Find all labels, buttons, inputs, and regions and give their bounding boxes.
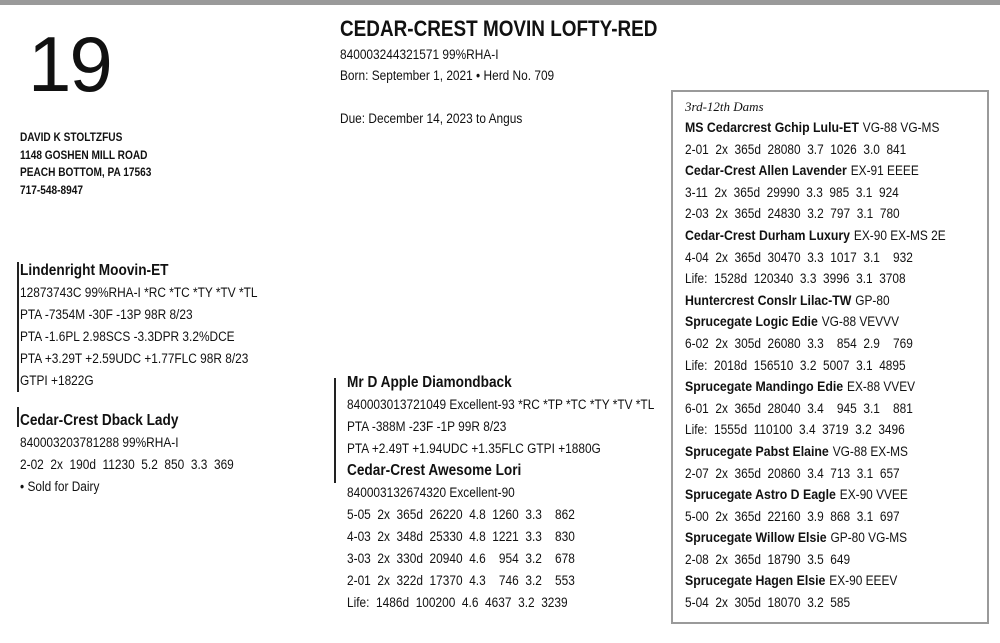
animal-id: 840003244321571 99%RHA-I — [340, 47, 499, 62]
mgs-block — [347, 372, 654, 460]
dam-ancestor-row — [685, 225, 946, 247]
dam-ancestor-row — [685, 484, 946, 506]
granddam-line: 840003132674320 Excellent-90 — [347, 485, 515, 500]
dam-ancestor-record: 2-07 2x 365d 20860 3.4 713 3.1 657 — [685, 465, 900, 481]
dam-ancestor-record: Life: 1555d 110100 3.4 3719 3.2 3496 — [685, 422, 905, 438]
dam-ancestor-record: Life: 2018d 156510 3.2 5007 3.1 4895 — [685, 357, 906, 373]
dam-ancestor-classification: GP-80 — [855, 292, 890, 308]
granddam-line: 4-03 2x 348d 25330 4.8 1221 3.3 830 — [347, 529, 575, 544]
dam-block — [20, 410, 234, 498]
dam-ancestor-row — [685, 311, 946, 333]
dam-ancestor-record: 5-04 2x 305d 18070 3.2 585 — [685, 595, 851, 611]
sire-name: Lindenright Moovin-ET — [20, 262, 169, 279]
granddam-line: 5-05 2x 365d 26220 4.8 1260 3.3 862 — [347, 507, 575, 522]
dam-ancestor-name: Sprucegate Logic Edie — [685, 313, 818, 330]
dam-ancestor-name: Cedar-Crest Durham Luxury — [685, 226, 850, 243]
dam-name: Cedar-Crest Dback Lady — [20, 412, 179, 429]
dam-line: 2-02 2x 190d 11230 5.2 850 3.3 369 — [20, 457, 234, 472]
animal-name: CEDAR-CREST MOVIN LOFTY-RED — [340, 16, 658, 41]
mgs-line: 840003013721049 Excellent-93 *RC *TP *TC *TY *TV *TL — [347, 397, 655, 412]
dam-ancestor-name: Sprucegate Mandingo Edie — [685, 378, 844, 395]
consignor-phone: 717-548-8947 — [20, 184, 84, 197]
dam-ancestor-name: Sprucegate Hagen Elsie — [685, 572, 826, 589]
consignor-name: DAVID K STOLTZFUS — [20, 132, 123, 144]
sire-line: GTPI +1822G — [20, 373, 94, 388]
sire-line: 12873743C 99%RHA-I *RC *TC *TY *TV *TL — [20, 285, 258, 300]
dam-ancestor-name: Sprucegate Pabst Elaine — [685, 442, 829, 459]
dam-ancestor-classification: GP-80 VG-MS — [830, 530, 908, 546]
consignor-address-2: PEACH BOTTOM, PA 17563 — [20, 167, 152, 179]
granddam-line: 2-01 2x 322d 17370 4.3 746 3.2 553 — [347, 573, 575, 588]
dam-ancestor-classification: EX-90 EEEV — [829, 573, 898, 589]
top-rule — [0, 0, 1000, 5]
animal-due: Due: December 14, 2023 to Angus — [340, 111, 523, 126]
granddam-line: 3-03 2x 330d 20940 4.6 954 3.2 678 — [347, 551, 575, 566]
dam-ancestor-record: Life: 1528d 120340 3.3 3996 3.1 3708 — [685, 271, 906, 287]
dam-ancestor-classification: EX-90 VVEE — [839, 487, 908, 503]
dam-ancestor-row — [685, 290, 946, 312]
dam-ancestor-record: 4-04 2x 365d 30470 3.3 1017 3.1 932 — [685, 249, 913, 265]
lot-number: 19 — [28, 20, 111, 108]
dam-ancestor-classification: VG-88 VEVVV — [821, 314, 900, 330]
mgs-bracket — [334, 378, 336, 483]
mgs-name: Mr D Apple Diamondback — [347, 374, 512, 391]
dam-ancestor-row — [685, 160, 946, 182]
granddam-block — [347, 460, 575, 614]
sire-line: PTA -7354M -30F -13P 98R 8/23 — [20, 307, 193, 322]
dam-ancestor-record: 6-02 2x 305d 26080 3.3 854 2.9 769 — [685, 335, 913, 351]
dam-ancestor-record: 2-03 2x 365d 24830 3.2 797 3.1 780 — [685, 206, 900, 222]
granddam-line: Life: 1486d 100200 4.6 4637 3.2 3239 — [347, 595, 568, 610]
sire-bracket — [17, 262, 19, 392]
dam-ancestor-row — [685, 441, 946, 463]
dam-ancestor-record: 6-01 2x 365d 28040 3.4 945 3.1 881 — [685, 400, 913, 416]
dam-ancestor-row — [685, 527, 946, 549]
dam-ancestor-record: 2-01 2x 365d 28080 3.7 1026 3.0 841 — [685, 141, 907, 157]
dam-ancestor-classification: VG-88 VG-MS — [862, 120, 940, 135]
dam-ancestor-classification: EX-88 VVEV — [847, 379, 916, 395]
dam-ancestor-record: 3-11 2x 365d 29990 3.3 985 3.1 924 — [685, 184, 899, 200]
dam-bracket — [17, 407, 19, 427]
dam-ancestor-classification: EX-91 EEEE — [850, 163, 919, 179]
consignor-address-1: 1148 GOSHEN MILL ROAD — [20, 149, 148, 162]
dam-ancestor-classification: VG-88 EX-MS — [832, 443, 908, 459]
dams-list — [685, 117, 946, 614]
mgs-line: PTA +2.49T +1.94UDC +1.35FLC GTPI +1880G — [347, 441, 601, 456]
sire-line: PTA +3.29T +2.59UDC +1.77FLC 98R 8/23 — [20, 351, 249, 366]
dam-ancestor-row — [685, 570, 946, 592]
dam-ancestor-record: 5-00 2x 365d 22160 3.9 868 3.1 697 — [685, 508, 900, 524]
dam-ancestor-name: Huntercrest Conslr Lilac-TW — [685, 291, 852, 308]
dam-ancestor-classification: EX-90 EX-MS 2E — [853, 227, 946, 243]
sire-block — [20, 260, 257, 392]
dam-line: • Sold for Dairy — [20, 479, 100, 494]
consignor-block — [20, 130, 169, 200]
dam-ancestor-name: MS Cedarcrest Gchip Lulu-ET — [685, 119, 859, 135]
dam-ancestor-name: Sprucegate Astro D Eagle — [685, 486, 836, 503]
dam-ancestor-record: 2-08 2x 365d 18790 3.5 649 — [685, 551, 851, 567]
dam-ancestor-row — [685, 117, 946, 139]
dams-box-heading: 3rd-12th Dams — [685, 99, 764, 114]
mgs-line: PTA -388M -23F -1P 99R 8/23 — [347, 419, 507, 434]
dam-ancestor-name: Sprucegate Willow Elsie — [685, 529, 827, 546]
animal-born: Born: September 1, 2021 • Herd No. 709 — [340, 68, 555, 83]
granddam-name: Cedar-Crest Awesome Lori — [347, 462, 522, 479]
dam-ancestor-row — [685, 376, 946, 398]
dam-line: 840003203781288 99%RHA-I — [20, 435, 179, 450]
sire-line: PTA -1.6PL 2.98SCS -3.3DPR 3.2%DCE — [20, 329, 235, 344]
dam-ancestor-name: Cedar-Crest Allen Lavender — [685, 162, 847, 179]
